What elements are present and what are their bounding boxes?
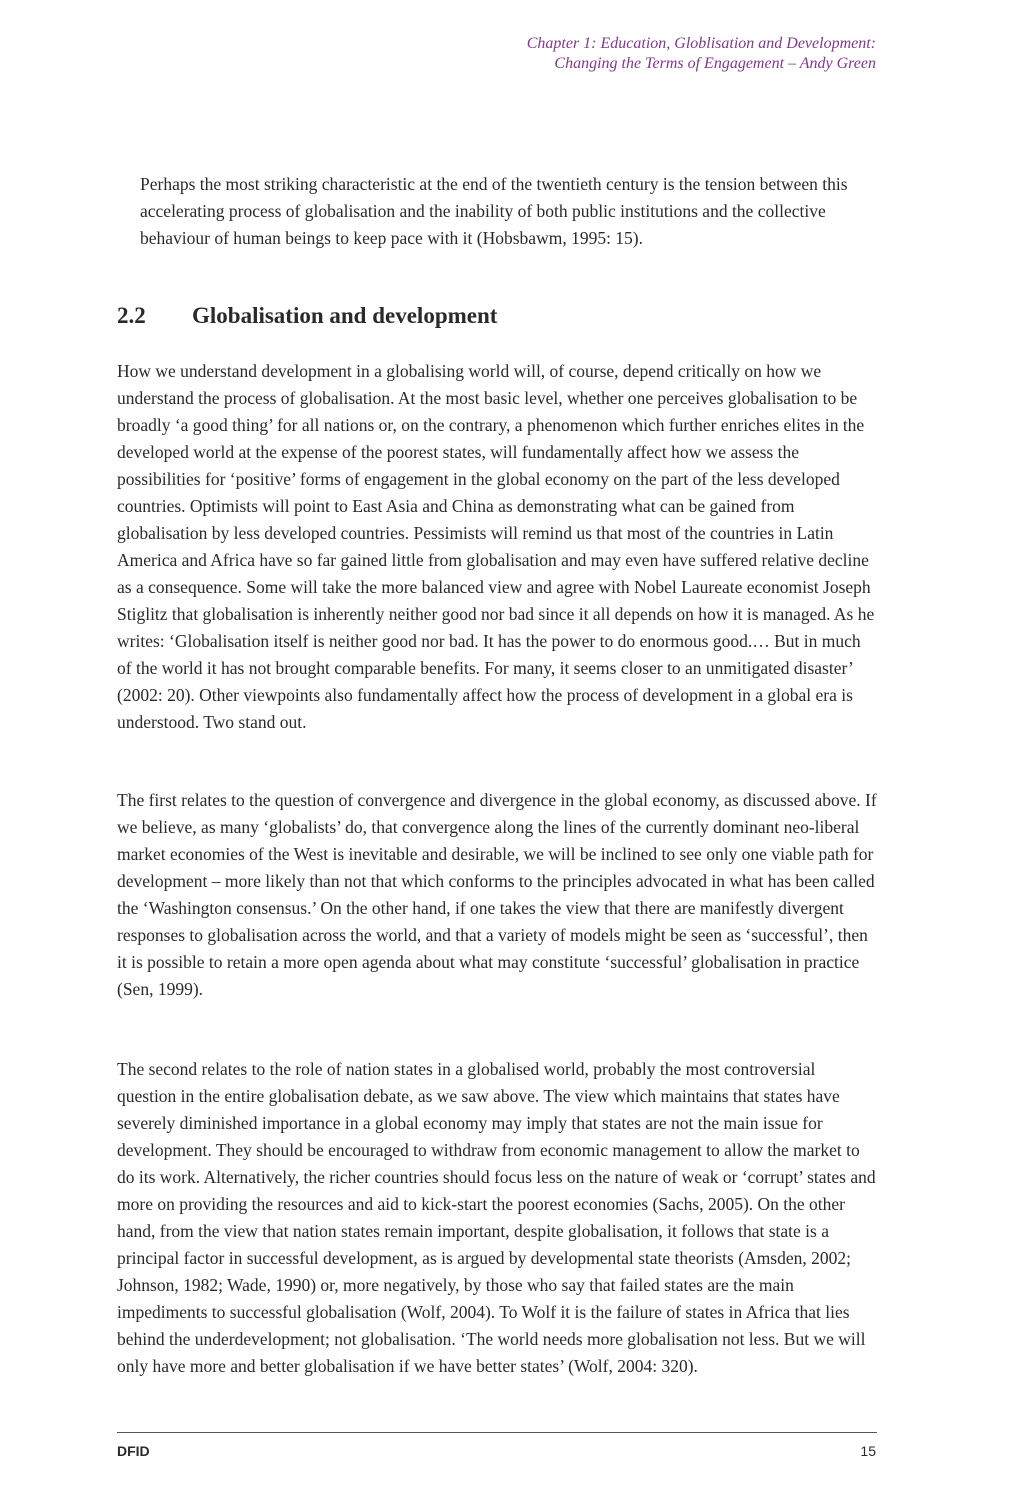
running-header-chapter-line: Chapter 1: Education, Globlisation and Development: xyxy=(526,35,876,52)
body-paragraph: The first relates to the question of convergence and divergence in the global economy, as discussed above. If we believe, as many ‘globalists’ do, that convergence along the lines of the currently dominant neo-liberal market economies of the West is inevitable and desirable, we will be inclined to see only one viable path for development – more likely than not that which conforms to the principles advocated in what has been called the ‘Washington consensus.’ On the other hand, if one takes the view that there are manifestly divergent responses to globalisation across the world, and that a variety of models might be seen as ‘successful’, then it is possible to retain a more open agenda about what may constitute ‘successful’ globalisation in practice (Sen, 1999). xyxy=(117,790,877,999)
running-header xyxy=(276,34,876,74)
section-title: Globalisation and development xyxy=(192,303,498,328)
block-quote: Perhaps the most striking characteristic at the end of the twentieth century is the tension between this accelerating process of globalisation and the inability of both public institutions and the collective behaviour of human beings to keep pace with it (Hobsbawm, 1995: 15). xyxy=(140,174,848,248)
body-paragraph: The second relates to the role of nation states in a globalised world, probably the most controversial question in the entire globalisation debate, as we saw above. The view which maintains that states have severely diminished importance in a global economy may imply that states are not the main issue for development. They should be encouraged to withdraw from economic management to allow the market to do its work. Alternatively, the richer countries should focus less on the nature of weak or ‘corrupt’ states and more on providing the resources and aid to kick-start the poorest economies (Sachs, 2005). On the other hand, from the view that nation states remain important, despite globalisation, it follows that state is a principal factor in successful development, as is argued by developmental state theorists (Amsden, 2002; Johnson, 1982; Wade, 1990) or, more negatively, by those who say that failed states are the main impediments to successful globalisation (Wolf, 2004). To Wolf it is the failure of states in Africa that lies behind the underdevelopment; not globalisation. ‘The world needs more globalisation not less. But we will only have more and better globalisation if we have better states’ (Wolf, 2004: 320). xyxy=(117,1059,876,1376)
page-number: 15 xyxy=(860,1443,876,1459)
running-header-subtitle-line: Changing the Terms of Engagement – Andy Green xyxy=(554,55,876,72)
section-heading xyxy=(117,300,877,332)
body-paragraph: How we understand development in a globalising world will, of course, depend critically on how we understand the process of globalisation. At the most basic level, whether one perceives globalisation to be broadly ‘a good thing’ for all nations or, on the contrary, a phenomenon which further enriches elites in the developed world at the expense of the poorest states, will fundamentally affect how we assess the possibilities for ‘positive’ forms of engagement in the global economy on the part of the less developed countries. Optimists will point to East Asia and China as demonstrating what can be gained from globalisation by less developed countries. Pessimists will remind us that most of the countries in Latin America and Africa have so far gained little from globalisation and may even have suffered relative decline as a consequence. Some will take the more balanced view and agree with Nobel Laureate economist Joseph Stiglitz that globalisation is inherently neither good nor bad since it all depends on how it is managed. As he writes: ‘Globalisation itself is neither good nor bad. It has the power to do enormous good.… But in much of the world it has not brought comparable benefits. For many, it seems closer to an unmitigated disaster’ (2002: 20). Other viewpoints also fundamentally affect how the process of development in a global era is understood. Two stand out. xyxy=(117,361,875,732)
section-number: 2.2 xyxy=(117,303,146,328)
footer-publisher: DFID xyxy=(117,1443,150,1459)
footer-divider xyxy=(117,1432,877,1433)
